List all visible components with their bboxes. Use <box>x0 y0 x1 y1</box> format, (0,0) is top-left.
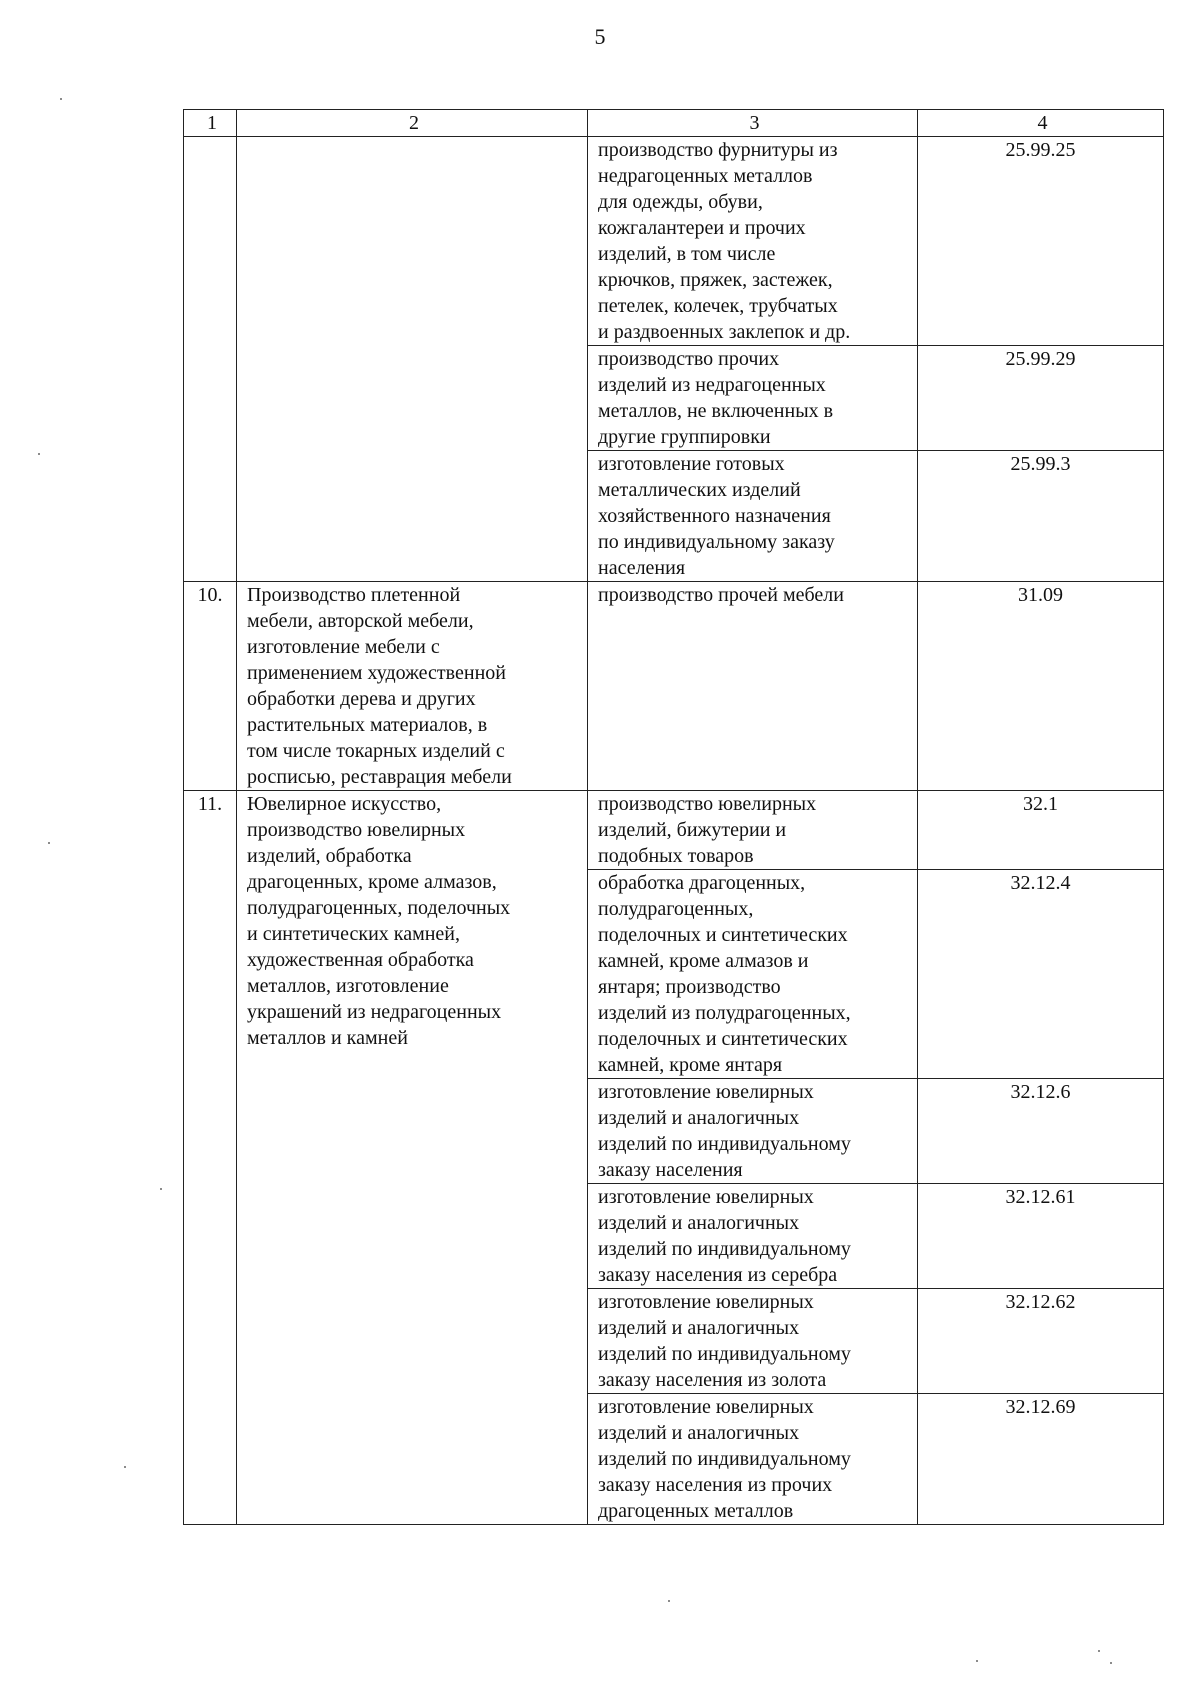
column-header-4: 4 <box>918 110 1164 137</box>
scan-speck <box>48 842 50 844</box>
table-row <box>184 791 1164 870</box>
subactivity-description: изготовление ювелирных изделий и аналогичных изделий по индивидуальному заказу населения из серебра <box>588 1184 918 1289</box>
activity-name: Ювелирное искусство, производство ювелирных изделий, обработка драгоценных, кроме алмазов, полудрагоценных, поделочных и синтетических камней, художественная обработка металлов, изготовление украшений из недрагоценных металлов и камней <box>237 791 588 1525</box>
subactivity-description: обработка драгоценных, полудрагоценных, поделочных и синтетических камней, кроме алмазов и янтаря; производство изделий из полудрагоценных, поделочных и синтетических камней, кроме янтаря <box>588 870 918 1079</box>
item-number-cell-continued <box>184 137 237 582</box>
table-header-row <box>184 110 1164 137</box>
item-number: 10. <box>184 582 237 791</box>
okved-code: 25.99.29 <box>918 346 1164 451</box>
subactivity-description: производство фурнитуры из недрагоценных металлов для одежды, обуви, кожгалантереи и прочих изделий, в том числе крючков, пряжек, застежек, петелек, колечек, трубчатых и раздвоенных заклепок и др. <box>588 137 918 346</box>
column-header-2: 2 <box>237 110 588 137</box>
okved-code: 32.12.61 <box>918 1184 1164 1289</box>
subactivity-description: изготовление ювелирных изделий и аналогичных изделий по индивидуальному заказу населения <box>588 1079 918 1184</box>
table-row <box>184 137 1164 346</box>
column-header-1: 1 <box>184 110 237 137</box>
scan-speck <box>124 1466 126 1468</box>
activity-table <box>183 109 1164 1525</box>
okved-code: 25.99.25 <box>918 137 1164 346</box>
okved-code: 32.12.69 <box>918 1394 1164 1525</box>
subactivity-description: изготовление готовых металлических изделий хозяйственного назначения по индивидуальному заказу населения <box>588 451 918 582</box>
okved-code: 32.1 <box>918 791 1164 870</box>
table-row <box>184 582 1164 791</box>
okved-code: 31.09 <box>918 582 1164 791</box>
subactivity-description: производство ювелирных изделий, бижутерии и подобных товаров <box>588 791 918 870</box>
activity-cell-continued <box>237 137 588 582</box>
okved-code: 32.12.6 <box>918 1079 1164 1184</box>
scan-speck <box>60 98 62 100</box>
scan-speck <box>38 453 40 455</box>
scan-speck <box>1110 1662 1112 1664</box>
subactivity-description: изготовление ювелирных изделий и аналогичных изделий по индивидуальному заказу населения из золота <box>588 1289 918 1394</box>
subactivity-description: изготовление ювелирных изделий и аналогичных изделий по индивидуальному заказу населения из прочих драгоценных металлов <box>588 1394 918 1525</box>
okved-code: 32.12.62 <box>918 1289 1164 1394</box>
scan-speck <box>1098 1650 1100 1652</box>
item-number: 11. <box>184 791 237 1525</box>
scan-speck <box>160 1188 162 1190</box>
subactivity-description: производство прочих изделий из недрагоценных металлов, не включенных в другие группировки <box>588 346 918 451</box>
page-number: 5 <box>594 24 606 49</box>
column-header-3: 3 <box>588 110 918 137</box>
okved-code: 25.99.3 <box>918 451 1164 582</box>
okved-code: 32.12.4 <box>918 870 1164 1079</box>
subactivity-description: производство прочей мебели <box>588 582 918 791</box>
scan-speck <box>668 1600 670 1602</box>
scan-speck <box>976 1660 978 1662</box>
activity-name: Производство плетенной мебели, авторской мебели, изготовление мебели с применением художественной обработки дерева и других растительных материалов, в том числе токарных изделий с росписью, реставрация мебели <box>237 582 588 791</box>
